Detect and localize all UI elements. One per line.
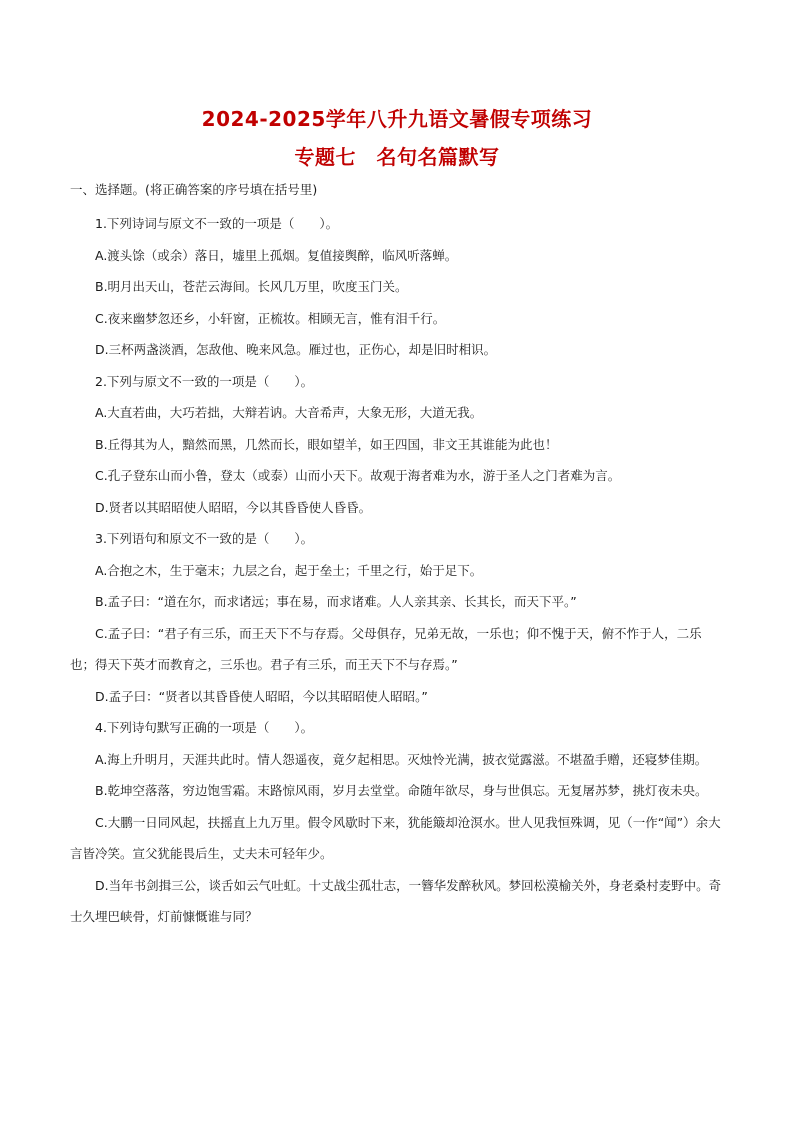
- question-stem: 3.下列语句和原文不一致的是（ ）。: [95, 531, 314, 546]
- option-a: A.渡头馀（或余）落日，墟里上孤烟。复值接舆醉，临风听落蝉。: [95, 247, 458, 263]
- question-3: [70, 523, 724, 712]
- option-a: A.合抱之木，生于毫末；九层之台，起于垒土；千里之行，始于足下。: [95, 562, 483, 578]
- section-heading: 一、选择题。(将正确答案的序号填在括号里): [70, 182, 318, 197]
- option-d: D.当年书剑揖三公，谈舌如云气吐虹。十丈战尘孤壮志，一簪华发醉秋风。梦回松漠榆关外，身老桑村麦野中。奇士久埋巴峡骨，灯前慷慨谁与同？: [70, 877, 722, 924]
- option-b: B.明月出天山，苍茫云海间。长风几万里，吹度玉门关。: [95, 279, 408, 294]
- question-stem: 4.下列诗句默写正确的一项是（ ）。: [95, 720, 314, 735]
- question-4: [70, 712, 724, 933]
- option-b: B.丘得其为人，黯然而黑，几然而长，眼如望羊，如王四国，非文王其谁能为此也！: [95, 436, 558, 452]
- question-2: [70, 366, 724, 524]
- question-stem: 1.下列诗词与原文不一致的一项是（ ）。: [95, 216, 339, 231]
- option-c: C.孔子登东山而小鲁，登太（或泰）山而小天下。故观于海者难为水，游于圣人之门者难为言。: [95, 468, 621, 483]
- option-a: A.海上升明月，天涯共此时。情人怨遥夜，竟夕起相思。灭烛怜光满，披衣觉露滋。不堪盈手赠，还寝梦佳期。: [95, 751, 708, 767]
- question-list: [70, 208, 724, 933]
- option-c: C.夜来幽梦忽还乡，小轩窗，正梳妆。相顾无言，惟有泪千行。: [95, 310, 446, 326]
- question-1: [70, 208, 724, 366]
- option-d: D.孟子曰：“贤者以其昏昏使人昭昭，今以其昭昭使人昭昭。”: [95, 688, 428, 704]
- option-c: C.孟子曰：“君子有三乐，而王天下不与存焉。父母俱存，兄弟无故，一乐也；仰不愧于天，俯不怍于人，二乐也；得天下英才而教育之，三乐也。君子有三乐，而王天下不与存焉。”: [70, 625, 702, 672]
- document-title: 2024-2025学年八升九语文暑假专项练习: [201, 107, 593, 131]
- option-c: C.大鹏一日同风起，扶摇直上九万里。假令风歇时下来，犹能簸却沧溟水。世人见我恒殊调，见（一作“闻”）余大言皆冷笑。宣父犹能畏后生，丈夫未可轻年少。: [70, 814, 721, 861]
- option-b: B.孟子曰：“道在尔，而求诸远；事在易，而求诸难。人人亲其亲、长其长，而天下平。”: [95, 594, 577, 609]
- option-b: B.乾坤空落落，穷边饱雪霜。末路惊风雨，岁月去堂堂。命随年欲尽，身与世俱忘。无复屠苏梦，挑灯夜未央。: [95, 783, 708, 798]
- option-a: A.大直若曲，大巧若拙，大辩若讷。大音希声，大象无形，大道无我。: [95, 405, 483, 420]
- document-subtitle: 专题七 名句名篇默写: [294, 145, 500, 169]
- option-d: D.贤者以其昭昭使人昭昭，今以其昏昏使人昏昏。: [95, 499, 372, 515]
- question-stem: 2.下列与原文不一致的一项是（ ）。: [95, 373, 314, 389]
- option-d: D.三杯两盏淡酒，怎敌他、晚来风急。雁过也，正伤心，却是旧时相识。: [95, 342, 497, 357]
